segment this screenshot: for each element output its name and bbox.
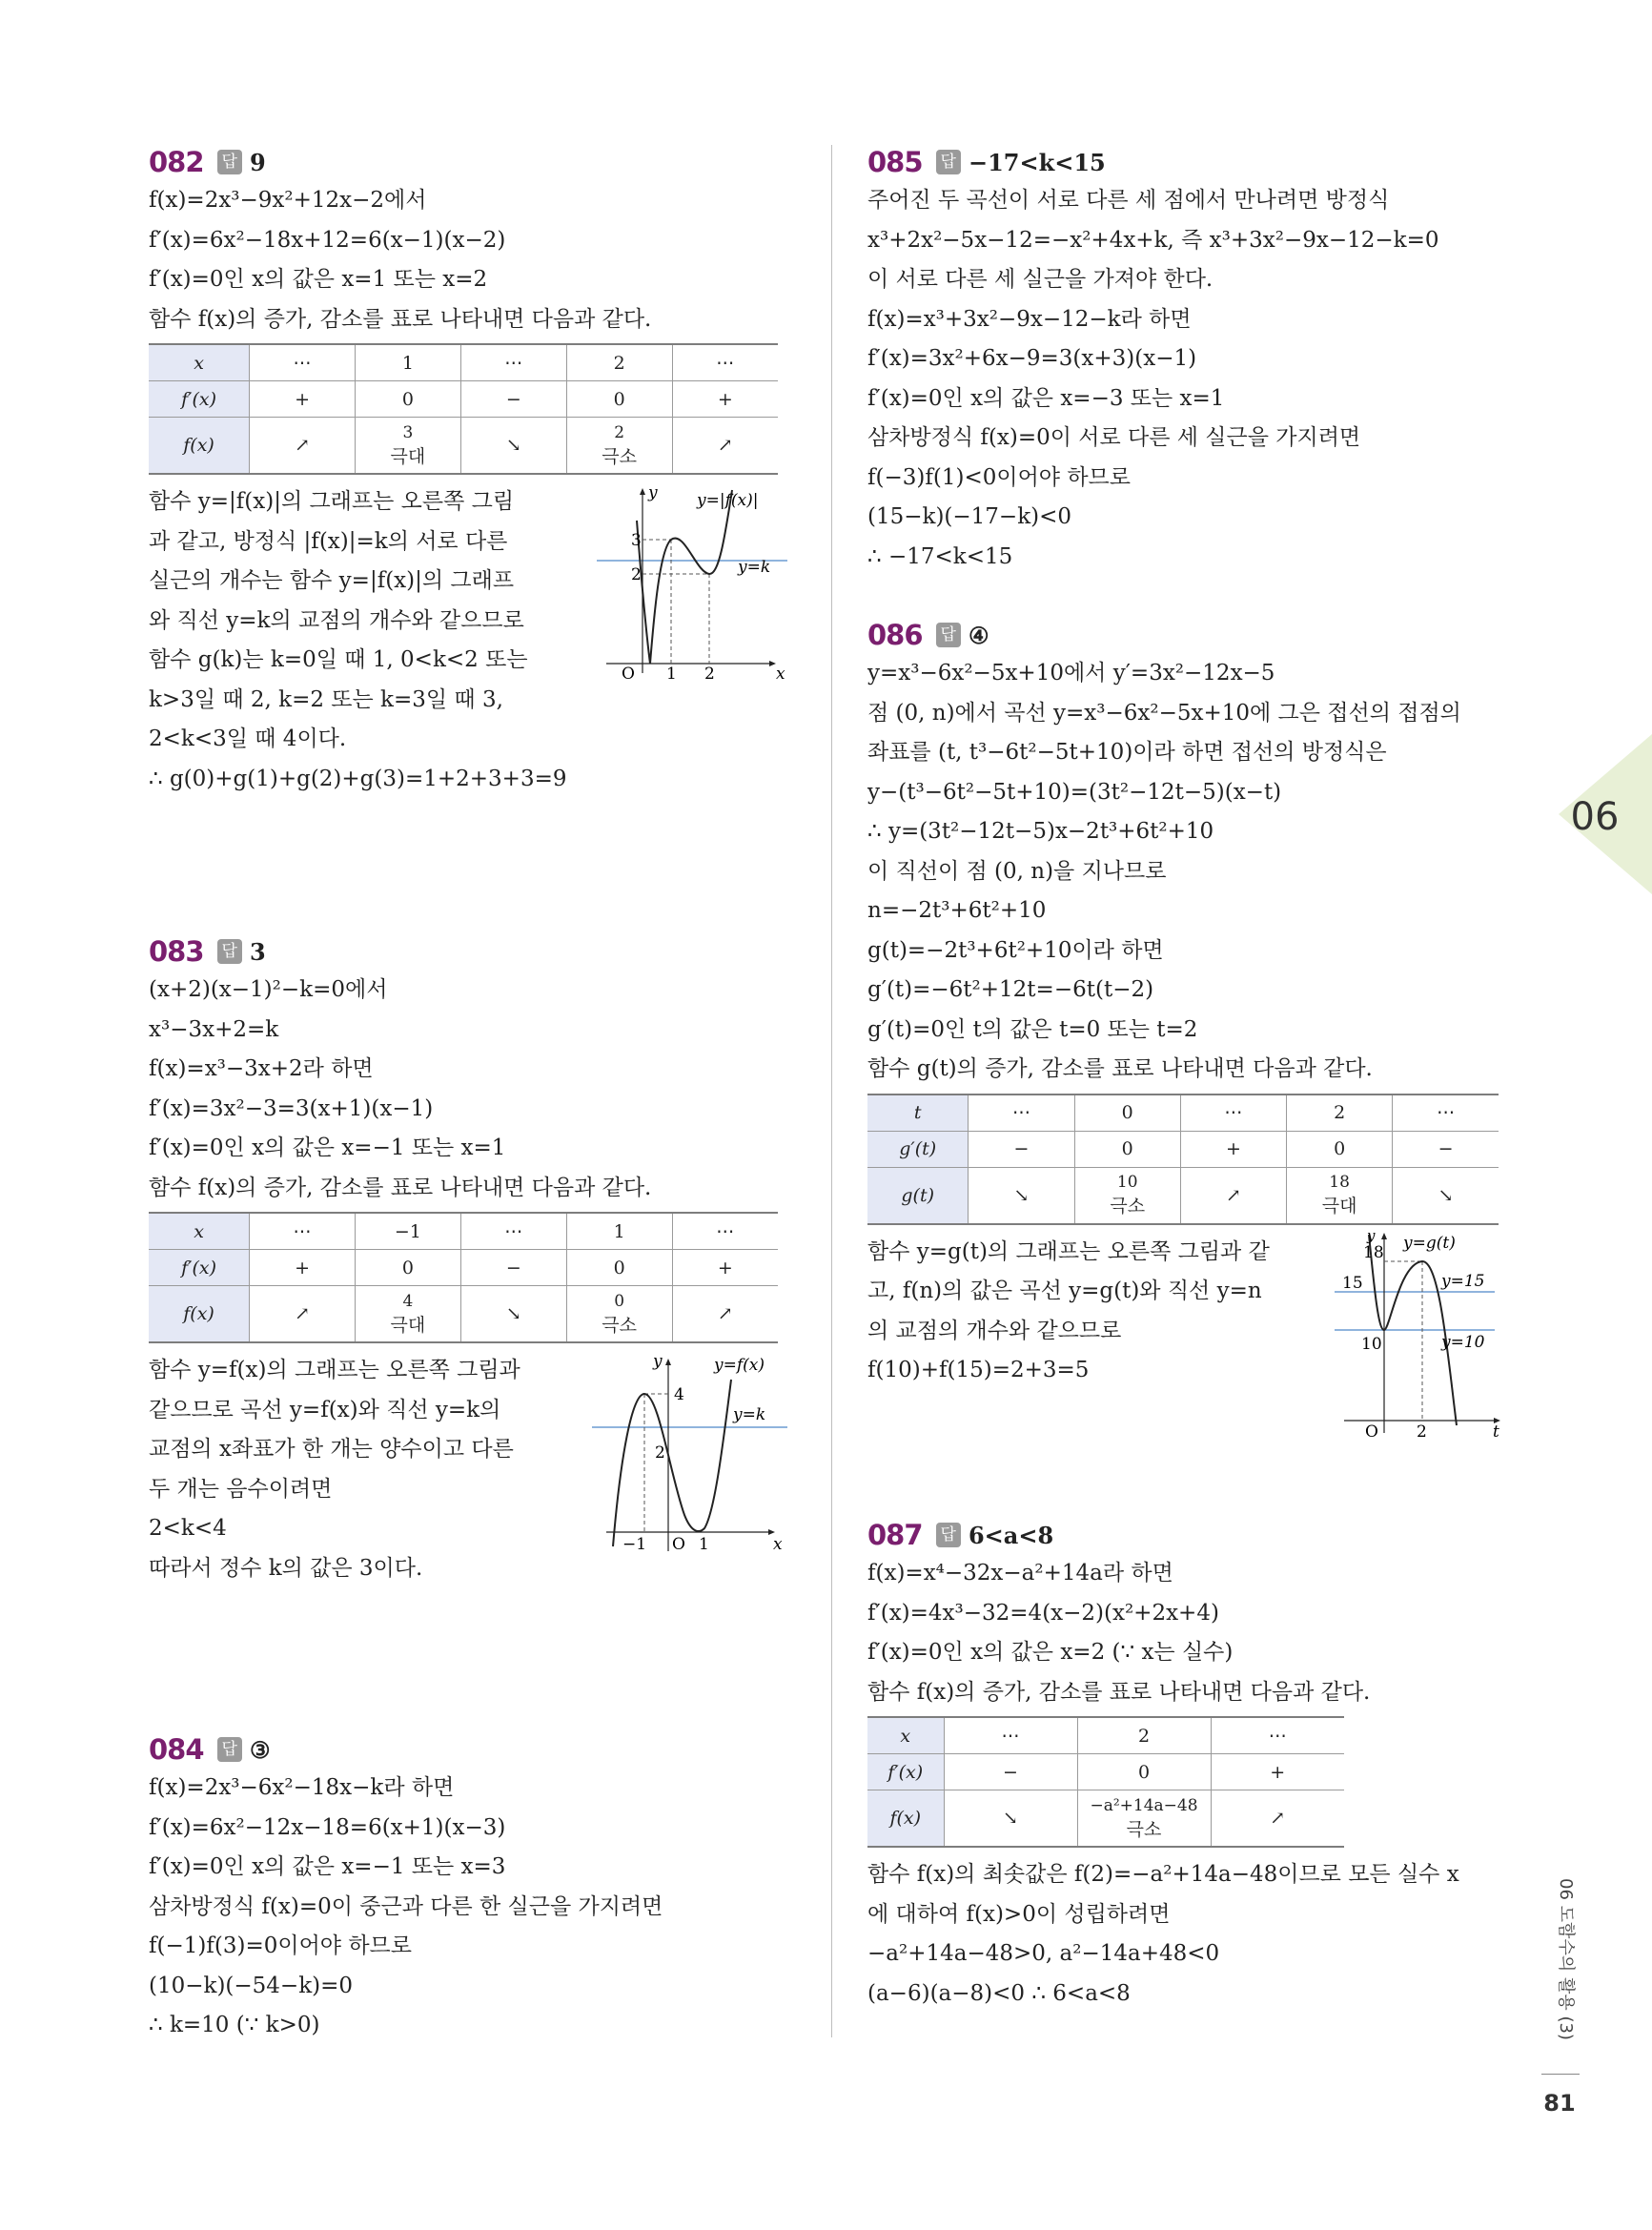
cell-extremum-label: 극소 [602, 445, 638, 467]
cell-value: + [717, 1257, 733, 1279]
table-cell [1211, 1754, 1344, 1790]
cell-value: 0 [1121, 1102, 1133, 1123]
table-cell [1077, 1754, 1211, 1790]
y-tick-2: 2 [631, 565, 642, 584]
increase-decrease-table [867, 1716, 1344, 1848]
solution-line: 과 같고, 방정식 |f(x)|=k의 서로 다른 [149, 528, 508, 554]
table-row [867, 1131, 1499, 1167]
cell-value: −a²+14a−48 [1090, 1795, 1198, 1815]
cell-value: ↗ [295, 435, 310, 456]
table-cell [460, 381, 566, 418]
side-title-vertical [1544, 1864, 1577, 2055]
curve-label: y=|f(x)| [697, 491, 759, 510]
cell-value: 3 [402, 422, 414, 442]
increase-decrease-table [149, 343, 778, 475]
table-cell [460, 344, 566, 381]
cell-extremum-label: 극대 [390, 445, 426, 467]
answer-value: 6<a<8 [968, 1521, 1054, 1549]
table-cell [1074, 1095, 1180, 1132]
table-cell [1287, 1167, 1393, 1224]
graph-abs-f [597, 482, 787, 683]
table-row-header [867, 1167, 969, 1224]
table-row-header [867, 1754, 944, 1790]
problem-086 [867, 616, 1516, 1440]
cell-value: ⋯ [293, 1220, 312, 1242]
solution-line: ∴ g(0)+g(1)+g(2)+g(3)=1+2+3+3=9 [149, 766, 567, 791]
t-axis-label: t [1493, 1422, 1499, 1440]
cell-value: f(x) [889, 1808, 922, 1829]
cell-value: ↗ [1225, 1184, 1241, 1206]
table-row [149, 1250, 778, 1286]
x-tick-2: 2 [704, 665, 715, 683]
solution-line: 의 교점의 개수와 같으므로 [867, 1318, 1122, 1343]
cell-value: + [295, 1257, 310, 1279]
table-row-header [149, 344, 250, 381]
solution-line: f′(x)=0인 x의 값은 x=−3 또는 x=1 [867, 385, 1225, 411]
solution-line: 삼차방정식 f(x)=0이 중근과 다른 한 실근을 가지려면 [149, 1893, 663, 1919]
problem-number: 083 [149, 935, 204, 968]
solution-line: ∴ k=10 (∵ k>0) [149, 2013, 320, 2037]
table-cell [250, 381, 356, 418]
solution-line: y=x³−6x²−5x+10에서 y′=3x²−12x−5 [867, 661, 1275, 685]
solution-line: f′(x)=3x²+6x−9=3(x+3)(x−1) [867, 346, 1197, 371]
x-tick-neg1: −1 [622, 1535, 647, 1554]
table-cell [355, 1250, 460, 1286]
table-row-header [149, 381, 250, 418]
graph-f [592, 1351, 787, 1561]
line-label-15: y=15 [1441, 1271, 1485, 1291]
curve-label: y=g(t) [1403, 1233, 1456, 1253]
chapter-tab [1540, 734, 1652, 894]
cell-value: f′(x) [181, 1257, 216, 1279]
cell-value: g(t) [901, 1184, 935, 1206]
answer-badge: 답 [936, 1523, 961, 1547]
solution-line: 2<k<4 [149, 1516, 227, 1541]
problem-number: 082 [149, 146, 204, 178]
cell-value: ↗ [717, 1303, 733, 1324]
cell-value: − [505, 1257, 521, 1279]
cell-value: 4 [402, 1291, 414, 1311]
answer-value: 3 [249, 937, 266, 966]
cell-value: ↗ [1270, 1808, 1286, 1829]
cell-value: ⋯ [1437, 1102, 1456, 1123]
table-cell [566, 1213, 672, 1250]
table-cell [1077, 1717, 1211, 1754]
cell-value: 0 [613, 388, 625, 410]
cell-value: ⋯ [716, 1220, 735, 1242]
solution-line: 이 서로 다른 세 실근을 가져야 한다. [867, 267, 1214, 292]
cell-value: ↘ [1003, 1808, 1018, 1829]
graph-g [1335, 1225, 1511, 1440]
table-cell [1393, 1095, 1499, 1132]
table-cell [460, 1250, 566, 1286]
origin-label: O [622, 665, 635, 683]
solution-line: (a−6)(a−8)<0 ∴ 6<a<8 [867, 1980, 1131, 2006]
table-cell [355, 1286, 460, 1343]
problem-083 [149, 932, 783, 1588]
problem-header [149, 932, 783, 971]
table-cell [566, 1250, 672, 1286]
table-cell [460, 418, 566, 475]
solution-line: 두 개는 음수이려면 [149, 1476, 333, 1502]
table-cell [460, 1213, 566, 1250]
cell-value: − [1003, 1761, 1018, 1783]
cell-value: 0 [1121, 1138, 1133, 1159]
table-cell [355, 1213, 460, 1250]
table-cell [969, 1095, 1074, 1132]
cell-value: + [295, 388, 310, 410]
table-cell [1074, 1167, 1180, 1224]
solution-line: 함수 g(t)의 증가, 감소를 표로 나타내면 다음과 같다. [867, 1056, 1373, 1081]
cell-value: x [194, 352, 204, 374]
solution-line: 함수 g(k)는 k=0일 때 1, 0<k<2 또는 [149, 647, 528, 672]
cell-value: 0 [401, 388, 414, 410]
solution-line: 같으므로 곡선 y=f(x)와 직선 y=k의 [149, 1397, 501, 1422]
increase-decrease-table [867, 1094, 1499, 1225]
table-cell [969, 1131, 1074, 1167]
table-row-header [867, 1095, 969, 1132]
cell-value: 10 [1116, 1173, 1138, 1192]
x-tick-1: 1 [666, 665, 677, 683]
cell-value: f′(x) [887, 1761, 924, 1783]
cell-value: + [1225, 1138, 1241, 1159]
y-tick-15: 15 [1342, 1273, 1363, 1293]
increase-decrease-table [149, 1212, 778, 1343]
x-axis-label: x [776, 665, 785, 683]
problem-header [149, 143, 783, 181]
cell-value: f(x) [183, 1303, 214, 1324]
cell-value: f′(x) [181, 388, 216, 410]
cell-value: ⋯ [716, 352, 735, 374]
curve-f [613, 1380, 731, 1546]
answer-value: 9 [249, 148, 266, 176]
table-cell [672, 1250, 778, 1286]
table-cell [566, 344, 672, 381]
problem-085 [867, 143, 1516, 577]
line-label-10: y=10 [1441, 1332, 1485, 1352]
problem-087 [867, 1516, 1516, 2014]
table-row [867, 1790, 1344, 1848]
cell-value: g′(t) [899, 1138, 937, 1159]
cell-value: 2 [613, 352, 625, 374]
y-axis-label: y [1367, 1226, 1376, 1244]
y-tick-4: 4 [674, 1385, 684, 1404]
table-cell [1393, 1167, 1499, 1224]
table-row [149, 1286, 778, 1343]
answer-value: ③ [249, 1735, 271, 1764]
table-row-header [149, 418, 250, 475]
table-cell [944, 1790, 1077, 1848]
table-cell [1180, 1131, 1286, 1167]
table-row-header [149, 1286, 250, 1343]
solution-line: f(x)=2x³−9x²+12x−2에서 [149, 188, 427, 213]
table-cell [566, 381, 672, 418]
table-cell [1077, 1790, 1211, 1848]
table-row-header [149, 1250, 250, 1286]
line-label: y=k [733, 1405, 766, 1424]
solution-line: f(−3)f(1)<0이어야 하므로 [867, 464, 1131, 490]
problem-header [867, 1516, 1516, 1554]
solution-line: 와 직선 y=k의 교점의 개수와 같으므로 [149, 607, 524, 633]
solution-line: 삼차방정식 f(x)=0이 서로 다른 세 실근을 가지려면 [867, 425, 1361, 450]
page-number-separator [1541, 2074, 1580, 2075]
table-row [867, 1754, 1344, 1790]
cell-extremum-label: 극소 [1126, 1818, 1162, 1840]
cell-value: x [900, 1725, 911, 1747]
y-tick-18: 18 [1363, 1242, 1384, 1262]
solution-line: n=−2t³+6t²+10 [867, 898, 1047, 923]
cell-value: 1 [401, 352, 414, 374]
cell-value: ⋯ [1001, 1725, 1020, 1747]
solution-line: f(x)=x⁴−32x−a²+14a라 하면 [867, 1561, 1173, 1586]
solution-line: f(x)=x³−3x+2라 하면 [149, 1056, 374, 1081]
cell-value: ⋯ [293, 352, 312, 374]
cell-value: ↘ [1013, 1184, 1030, 1206]
solution-line: f(x)=2x³−6x²−18x−k라 하면 [149, 1775, 455, 1800]
table-cell [355, 344, 460, 381]
solution-line: 점 (0, n)에서 곡선 y=x³−6x²−5x+10에 그은 접선의 접점의 [867, 700, 1461, 726]
solution-line: 2<k<3일 때 4이다. [149, 726, 347, 751]
solution-line: f′(x)=3x²−3=3(x+1)(x−1) [149, 1095, 434, 1121]
t-tick-2: 2 [1417, 1422, 1427, 1440]
cell-value: − [1013, 1138, 1030, 1159]
cell-value: − [505, 388, 521, 410]
cell-extremum-label: 극소 [1110, 1196, 1146, 1217]
solution-line: f(10)+f(15)=2+3=5 [867, 1358, 1090, 1382]
curve-label: y=f(x) [714, 1356, 765, 1375]
cell-value: 1 [613, 1220, 625, 1242]
table-cell [355, 381, 460, 418]
solution-line: 실근의 개수는 함수 y=|f(x)|의 그래프 [149, 568, 515, 593]
y-tick-3: 3 [631, 531, 642, 550]
solution-line: −a²+14a−48>0, a²−14a+48<0 [867, 1941, 1220, 1966]
cell-value: 0 [1137, 1761, 1151, 1783]
solution-line: 따라서 정수 k의 값은 3이다. [149, 1555, 423, 1581]
table-cell [672, 418, 778, 475]
solution-line: f(−1)f(3)=0이어야 하므로 [149, 1933, 412, 1958]
y-axis-arrow [640, 488, 645, 495]
solution-line: x³+2x²−5x−12=−x²+4x+k, 즉 x³+3x²−9x−12−k=0 [867, 227, 1439, 253]
table-cell [944, 1717, 1077, 1754]
cell-value: t [913, 1102, 922, 1123]
x-tick-1: 1 [699, 1535, 709, 1554]
x-axis-arrow [769, 661, 776, 666]
y-axis-arrow [665, 1359, 671, 1365]
solution-line: f′(x)=0인 x의 값은 x=−1 또는 x=3 [149, 1854, 506, 1879]
table-row-header [867, 1790, 944, 1848]
cell-value: + [717, 388, 733, 410]
solution-line: 함수 f(x)의 증가, 감소를 표로 나타내면 다음과 같다. [149, 306, 652, 332]
solution-line: f′(x)=6x²−12x−18=6(x+1)(x−3) [149, 1814, 506, 1840]
table-cell [1393, 1131, 1499, 1167]
table-cell [672, 1213, 778, 1250]
solution-line: 함수 f(x)의 증가, 감소를 표로 나타내면 다음과 같다. [149, 1175, 652, 1200]
table-cell [944, 1754, 1077, 1790]
answer-badge: 답 [217, 1737, 242, 1762]
table-row [149, 418, 778, 475]
cell-value: 18 [1329, 1173, 1350, 1192]
cell-value: −1 [394, 1220, 421, 1242]
solution-line: 좌표를 (t, t³−6t²−5t+10)이라 하면 접선의 방정식은 [867, 740, 1387, 765]
solution-line: (15−k)(−17−k)<0 [867, 504, 1072, 529]
solution-line: 에 대하여 f(x)>0이 성립하려면 [867, 1901, 1171, 1927]
chapter-number: 06 [1570, 795, 1620, 839]
solution-line: g′(t)=0인 t의 값은 t=0 또는 t=2 [867, 1016, 1198, 1042]
table-cell [460, 1286, 566, 1343]
table-cell [566, 418, 672, 475]
y-tick-2: 2 [655, 1443, 665, 1463]
origin-label: O [672, 1535, 685, 1554]
cell-value: ⋯ [504, 1220, 523, 1242]
cell-extremum-label: 극대 [390, 1314, 426, 1336]
solution-line: 함수 y=f(x)의 그래프는 오른쪽 그림과 [149, 1358, 520, 1382]
cell-value: ⋯ [504, 352, 523, 374]
line-label: y=k [738, 558, 771, 577]
solution-line: y−(t³−6t²−5t+10)=(3t²−12t−5)(x−t) [867, 779, 1282, 805]
table-row [149, 1213, 778, 1250]
solution-line: 함수 y=g(t)의 그래프는 오른쪽 그림과 같 [867, 1238, 1270, 1264]
table-cell [250, 1213, 356, 1250]
solution-line: (10−k)(−54−k)=0 [149, 1973, 354, 1998]
cell-value: x [194, 1220, 204, 1242]
solution-line: g(t)=−2t³+6t²+10이라 하면 [867, 937, 1164, 963]
column-divider [831, 145, 832, 2037]
table-cell [1211, 1790, 1344, 1848]
answer-badge: 답 [217, 150, 242, 174]
cell-value: ⋯ [1268, 1725, 1287, 1747]
problem-header [867, 616, 1516, 654]
answer-value: ④ [968, 621, 989, 649]
cell-value: ⋯ [1224, 1102, 1243, 1123]
table-cell [672, 1286, 778, 1343]
table-cell [1074, 1131, 1180, 1167]
y-axis-arrow [1381, 1233, 1387, 1239]
table-cell [250, 418, 356, 475]
solution-line: 교점의 x좌표가 한 개는 양수이고 다른 [149, 1437, 514, 1462]
solution-line: 이 직선이 점 (0, n)을 지나므로 [867, 858, 1167, 884]
cell-value: 0 [401, 1257, 414, 1279]
solution-line: 고, f(n)의 값은 곡선 y=g(t)와 직선 y=n [867, 1279, 1262, 1303]
cell-value: ↘ [1438, 1184, 1454, 1206]
cell-value: 0 [1334, 1138, 1346, 1159]
x-axis-label: x [773, 1535, 783, 1554]
cell-value: f(x) [183, 435, 214, 456]
solution-line: ∴ y=(3t²−12t−5)x−2t³+6t²+10 [867, 819, 1214, 844]
cell-extremum-label: 극대 [1321, 1196, 1357, 1217]
table-row [149, 344, 778, 381]
table-cell [1180, 1167, 1286, 1224]
problem-number: 085 [867, 146, 923, 178]
problem-header [149, 1730, 783, 1769]
table-cell [1211, 1717, 1344, 1754]
problem-084 [149, 1730, 783, 2046]
solution-line: 주어진 두 곡선이 서로 다른 세 점에서 만나려면 방정식 [867, 188, 1390, 213]
table-cell [250, 1286, 356, 1343]
cell-value: ⋯ [1012, 1102, 1030, 1123]
cell-value: 2 [1334, 1102, 1346, 1123]
problem-header [867, 143, 1516, 181]
cell-value: ↗ [295, 1303, 310, 1324]
table-cell [566, 1286, 672, 1343]
y-tick-10: 10 [1361, 1334, 1382, 1354]
solution-line: 함수 f(x)의 최솟값은 f(2)=−a²+14a−48이므로 모든 실수 x [867, 1862, 1459, 1887]
table-row-header [867, 1131, 969, 1167]
table-cell [355, 418, 460, 475]
solution-line: ∴ −17<k<15 [867, 543, 1013, 569]
solution-line: f′(x)=0인 x의 값은 x=1 또는 x=2 [149, 267, 488, 292]
table-row [867, 1167, 1499, 1224]
solution-line: f′(x)=0인 x의 값은 x=2 (∵ x는 실수) [867, 1640, 1234, 1665]
solution-line: f′(x)=6x²−18x+12=6(x−1)(x−2) [149, 227, 506, 253]
table-row-header [149, 1213, 250, 1250]
side-title-text: 06 도함수의 활용 (3) [1556, 1878, 1576, 2040]
cell-value: 2 [614, 422, 625, 442]
solution-line: f(x)=x³+3x²−9x−12−k라 하면 [867, 306, 1192, 332]
problem-number: 087 [867, 1519, 923, 1551]
y-axis-label: y [648, 483, 658, 502]
cell-extremum-label: 극소 [602, 1314, 638, 1336]
table-cell [969, 1167, 1074, 1224]
table-cell [1287, 1131, 1393, 1167]
solution-line: f′(x)=4x³−32=4(x−2)(x²+2x+4) [867, 1600, 1219, 1626]
answer-badge: 답 [217, 939, 242, 964]
table-row-header [867, 1717, 944, 1754]
solution-line: x³−3x+2=k [149, 1016, 279, 1042]
problem-082 [149, 143, 783, 799]
origin-label: O [1365, 1422, 1378, 1440]
solution-line: k>3일 때 2, k=2 또는 k=3일 때 3, [149, 686, 503, 712]
table-cell [672, 381, 778, 418]
table-cell [250, 1250, 356, 1286]
answer-value: −17<k<15 [968, 148, 1106, 176]
cell-value: 2 [1137, 1725, 1151, 1747]
cell-value: ↘ [505, 1303, 521, 1324]
solution-line: 함수 y=|f(x)|의 그래프는 오른쪽 그림 [149, 489, 515, 514]
curve-abs-f [637, 490, 732, 664]
cell-value: − [1438, 1138, 1454, 1159]
problem-number: 086 [867, 619, 923, 651]
cell-value: ↗ [717, 435, 733, 456]
table-row [867, 1095, 1499, 1132]
solution-line: 함수 f(x)의 증가, 감소를 표로 나타내면 다음과 같다. [867, 1679, 1371, 1705]
solution-line: g′(t)=−6t²+12t=−6t(t−2) [867, 977, 1154, 1002]
cell-value: 0 [613, 1257, 625, 1279]
answer-badge: 답 [936, 623, 961, 647]
table-row [867, 1717, 1344, 1754]
cell-value: + [1270, 1761, 1286, 1783]
table-cell [1287, 1095, 1393, 1132]
table-cell [1180, 1095, 1286, 1132]
table-row [149, 381, 778, 418]
y-axis-label: y [653, 1352, 663, 1371]
table-cell [250, 344, 356, 381]
solution-line: f′(x)=0인 x의 값은 x=−1 또는 x=1 [149, 1135, 506, 1160]
table-cell [672, 344, 778, 381]
answer-badge: 답 [936, 150, 961, 174]
problem-number: 084 [149, 1733, 204, 1766]
cell-value: ↘ [505, 435, 521, 456]
page-number: 81 [1543, 2090, 1576, 2117]
solution-line: (x+2)(x−1)²−k=0에서 [149, 977, 388, 1002]
cell-value: 0 [614, 1291, 625, 1311]
